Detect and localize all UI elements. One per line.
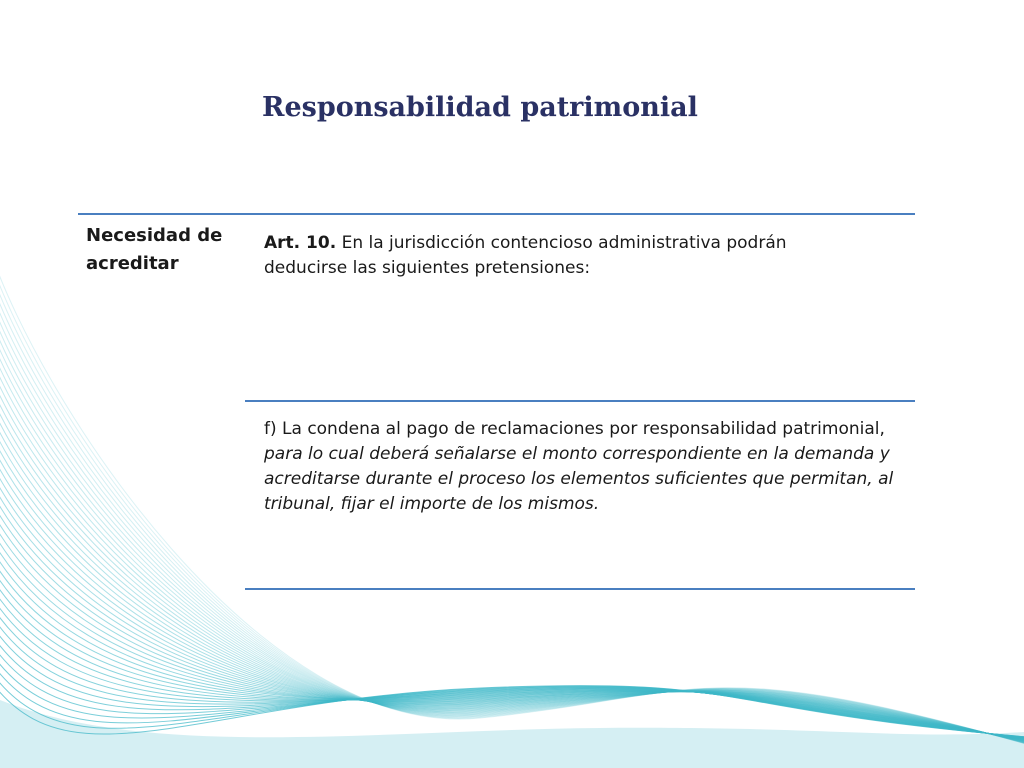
wave-line <box>0 613 1024 739</box>
pretension-emphasis: para lo cual deberá señalarse el monto correspondiente en la demanda y acreditarse durante el proceso los elementos suficientes que permitan, al tribunal, fijar el importe de los mismos. <box>264 444 894 514</box>
wave-line <box>0 317 1024 747</box>
table-top-rule <box>78 213 915 215</box>
article-text <box>264 231 864 281</box>
wave-line <box>0 575 1024 741</box>
pretension-item-f <box>264 417 904 517</box>
pretension-lead: f) La condena al pago de reclamaciones por responsabilidad patrimonial, <box>264 419 885 439</box>
wave-line <box>0 288 1024 747</box>
row-label: Necesidad de acreditar <box>86 225 223 274</box>
article-reference: Art. 10. <box>264 233 337 253</box>
article-body: En la jurisdicción contencioso administrativa podrán deducirse las siguientes pretensiones: <box>264 233 787 278</box>
wave-line <box>0 346 1024 746</box>
wave-line <box>0 336 1024 746</box>
wave-line <box>0 307 1024 746</box>
slide-title: Responsabilidad patrimonial <box>262 92 698 123</box>
table-bottom-rule <box>245 588 915 590</box>
table-middle-rule <box>245 400 915 402</box>
